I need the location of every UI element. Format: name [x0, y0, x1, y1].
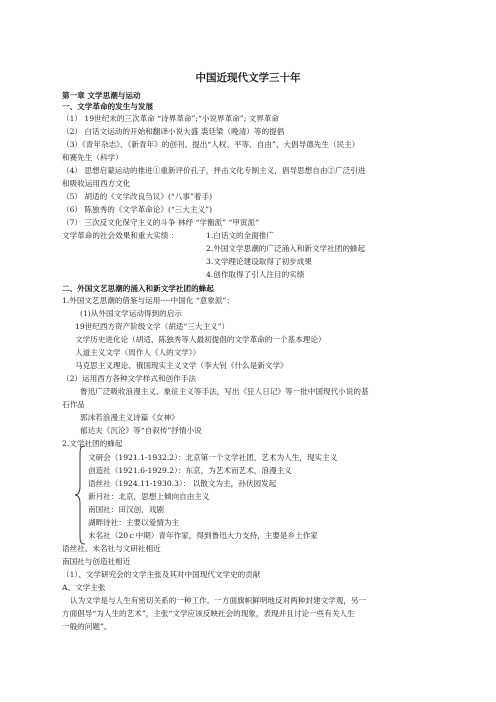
tail-line: 语丝社、未名社与文研社相近 [62, 544, 161, 553]
tail-line: A、文学主张 [62, 583, 106, 592]
left-brace-icon [74, 445, 86, 545]
s2-line: 1.外国文艺思潮的借鉴与运用----中国化 “意象派”； [62, 296, 234, 305]
s1-line: 和吸收运用西方文化 [62, 179, 131, 188]
effect-item: 2.外国文学思潮的广泛涌入和新文学社团的蜂起 [206, 244, 366, 253]
s1-line: （7） 三次反文化保守主义的斗争 林纾 “学衡派” “甲寅派” [62, 218, 260, 227]
s1-line: （1） 19世纪末的三次革命 “诗界革命”;“小说界革命”; 文界革命 [62, 114, 280, 123]
effect-item: 3.文学理论建设取得了初步成果 [206, 257, 312, 266]
effect-item: 1.白话文的全面推广 [206, 231, 274, 240]
section-heading-1: 一、文学革命的发生与发展 [62, 102, 154, 111]
s2-line: 石作品 [62, 400, 85, 409]
s2-line: (1)从外国文学运动得到的启示 [80, 309, 182, 318]
tail-line: 认为文学是与人生有密切关系的一种工作。一方面旗帜鲜明地反对两种封建文学观，另一 [70, 596, 367, 605]
s2-line: 鲁迅广泛吸收浪漫主义、象征主义等手法，写出《狂人日记》等一批中国现代小说的基 [80, 387, 369, 396]
effects-label: 文学革命的社会效果和重大实绩 ： [62, 231, 179, 240]
s1-line: （6） 陈独秀的《文学革命论》(“三大主义”) [62, 205, 213, 214]
s2-line: 19世纪西方资产阶级文学（胡适“三大主义”） [75, 322, 230, 331]
society-item: 文研会（1921.1-1932.2）：北京第一个文学社团，艺术为人生，现实主义 [88, 453, 338, 462]
s2-line: 人道主义文学（周作人《人的文学》） [75, 348, 201, 357]
society-item: 南国社：田汉创，戏剧 [88, 505, 164, 514]
chapter-heading: 第一章 文学思潮与运动 [62, 91, 141, 100]
effect-item: 4.创作取得了引人注目的实绩 [206, 270, 305, 279]
s1-line: （3）《青年杂志》、《新青年》的创刊、提出“人权、平等、自由”、大倡导德先生（民主） [62, 140, 360, 149]
s2-line: 郭沫若浪漫主义诗篇《女神》 [80, 413, 179, 422]
society-item: 新月社：北京，思想上倾向自由主义 [88, 492, 210, 501]
s2-line: 2.文学社团的蜂起 [62, 439, 123, 448]
society-item: 未名社（20ｃ中期）青年作家，得到鲁迅大力支持，主要是乡土作家 [88, 531, 318, 540]
s2-line: 郁达夫《沉沦》等“自叙传”抒情小说 [80, 426, 202, 435]
society-item: 湖畔诗社：主要以爱情为主 [88, 518, 180, 527]
s2-line: 马克思主义理论、俄国现实主义文学（李大钊《什么是新文学》 [75, 361, 288, 370]
tail-line: 方面倡导“为人生的艺术”，主张“文学应该反映社会的现象，表现并且讨论一些有关人生 [62, 609, 355, 618]
tail-line: 一般的问题”。 [62, 622, 112, 631]
doc-title: 中国近现代文学三十年 [195, 72, 301, 84]
society-item: 语丝社（1924.11-1930.3）： 以散文为主，孙伏园发起 [88, 479, 277, 488]
s2-line: （2）运用西方各种文学样式和创作手法 [62, 374, 196, 383]
s1-line: （5） 胡适的《文学改良刍议》(“八事”着手) [62, 192, 213, 201]
s1-line: （4） 思想启蒙运动的推进①重新评价孔子，抨击文化专制主义，倡导思想自由②广泛引进 [62, 166, 366, 175]
section-heading-2: 二、外国文艺思潮的涌入和新文学社团的蜂起 [62, 284, 214, 293]
tail-line: （1）、文学研究会的文学主张及其对中国现代文学史的贡献 [62, 570, 261, 579]
society-item: 创造社（1921.6-1929.2）：东京，为艺术而艺术，浪漫主义 [88, 466, 292, 475]
s1-line: （2） 白话文运动的开始和翻译小说大盛 裘廷梁（晚清）等的提倡 [62, 127, 285, 136]
s1-line: 和赛先生（科学） [62, 153, 123, 162]
s2-line: 文学历史进化论（胡适、陈独秀等人最初提倡的文学革命的一个基本理论） [75, 335, 326, 344]
tail-line: 南国社与创造社相近 [62, 557, 131, 566]
